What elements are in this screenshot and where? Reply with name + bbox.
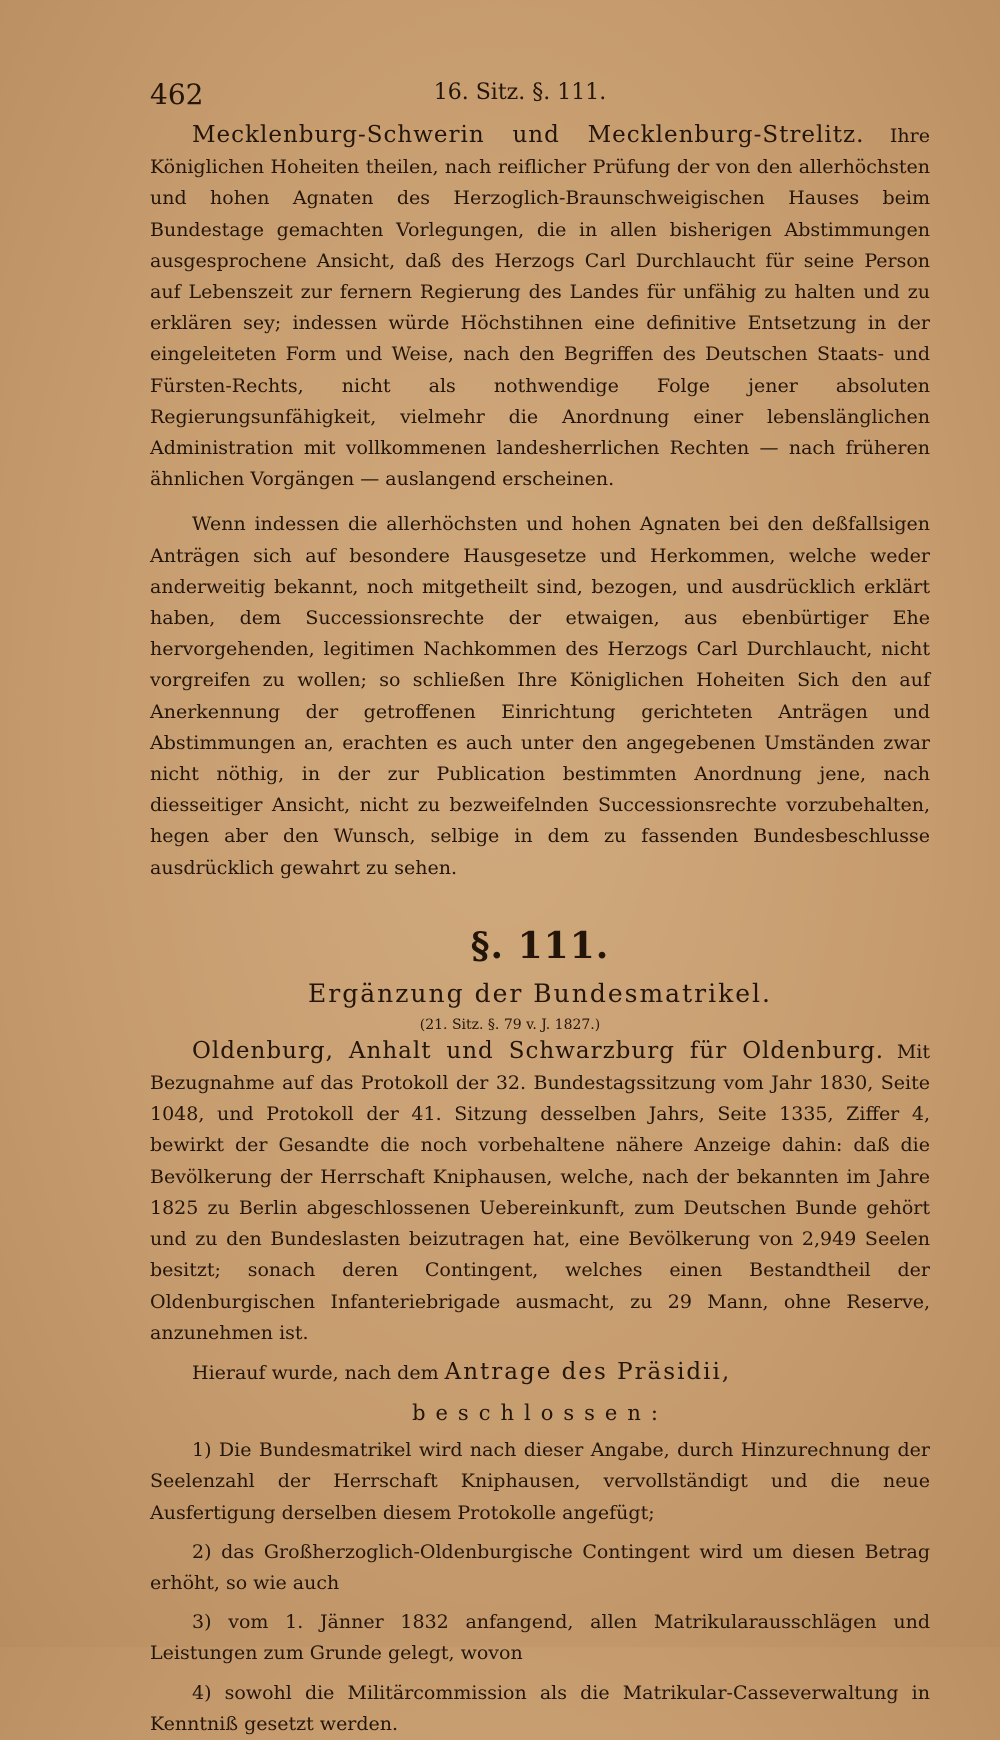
page-number: 462 bbox=[150, 78, 204, 111]
resolution-item: 2) das Großherzoglich-Oldenburgische Contingent wird um diesen Betrag erhöht, so wie auch bbox=[150, 1540, 930, 1594]
paragraph-text: Mit Bezugnahme auf das Protokoll der 32. Bundestagssitzung vom Jahr 1830, Seite 1048, und Protokoll der 41. Sitzung desselben Jahrs, Seite 1335, Ziffer 4, bewirkt der Gesandte die noch vorbehaltene nähere Anzeige dahin: daß die Bevölkerung der Herrschaft Kniphausen, welche, nach der bekannten im Jahre 1825 zu Berlin abgeschlossenen Uebereinkunft, zum Deutschen Bunde gehört und zu den Bundeslasten beizutragen hat, eine Bevölkerung von 2,949 Seelen besitzt; sonach deren Contingent, welches einen Bestandtheil der Oldenburgischen Infanteriebrigade ausmacht, zu 29 Mann, ohne Reserve, anzunehmen ist. bbox=[150, 1040, 930, 1344]
resolution-heading: beschlossen: bbox=[412, 1401, 668, 1426]
paragraph-lead: Mecklenburg-Schwerin und Mecklenburg-Strelitz. bbox=[192, 122, 865, 148]
paragraph-lead: Oldenburg, Anhalt und Schwarzburg für Oldenburg. bbox=[192, 1037, 885, 1064]
resolution-item: 4) sowohl die Militärcommission als die Matrikular-Casseverwaltung in Kenntniß gesetzt werden. bbox=[150, 1681, 930, 1735]
paragraph-agnaten bbox=[150, 509, 930, 883]
paragraph-mecklenburg bbox=[150, 120, 930, 495]
running-title: 16. Sitz. §. 111. bbox=[433, 80, 607, 105]
page-header bbox=[150, 78, 930, 118]
section-title: §. 111. bbox=[470, 924, 610, 967]
paragraph-text: Hierauf wurde, nach dem bbox=[192, 1361, 445, 1384]
resolution-item: 3) vom 1. Jänner 1832 anfangend, allen Matrikularausschlägen und Leistungen zum Grunde gelegt, wovon bbox=[150, 1611, 930, 1665]
spaced-text: Antrage des Präsidii, bbox=[444, 1358, 732, 1385]
paragraph-text: Wenn indessen die allerhöchsten und hohen Agnaten bei den deßfallsigen Anträgen sich auf besondere Hausgesetze und Herkommen, welche weder anderweitig bekannt, noch mitgetheilt sind, bezogen, und ausdrücklich erklärt haben, dem Successionsrechte der etwaigen, aus ebenbürtiger Ehe hervorgehenden, legitimen Nachkommen des Herzogs Carl Durchlaucht, nicht vorgreifen zu wollen; so schließen Ihre Königlichen Hoheiten Sich den auf Anerkennung der getroffenen Einrichtung gerichteten Anträgen und Abstimmungen an, erachten es auch unter den angegebenen Umständen zwar nicht nöthig, in der zur Publication bestimmten Anordnung jene, nach diesseitiger Ansicht, nicht zu bezweifelnden Successionsrechte vorzubehalten, hegen aber den Wunsch, selbige in dem zu fassenden Bundesbeschlusse ausdrücklich gewahrt zu sehen. bbox=[150, 513, 930, 879]
section-reference: (21. Sitz. §. 79 v. J. 1827.) bbox=[419, 1016, 601, 1033]
section-subtitle: Ergänzung der Bundesmatrikel. bbox=[308, 978, 772, 1008]
resolution-item: 1) Die Bundesmatrikel wird nach dieser Angabe, durch Hinzurechnung der Seelenzahl der Herrschaft Kniphausen, vervollständigt und die neue Ausfertigung derselben diesem Protokolle angefügt; bbox=[150, 1439, 930, 1524]
paragraph-antrag bbox=[150, 1357, 930, 1389]
text-body bbox=[150, 120, 930, 1740]
paragraph-text: Ihre Königlichen Hoheiten theilen, nach reiflicher Prüfung der von den allerhöchsten und hohen Agnaten des Herzoglich-Braunschweigischen Hauses beim Bundestage gemachten Vorlegungen, die in allen bisherigen Abstimmungen ausgesprochene Ansicht, daß des Herzogs Carl Durchlaucht für seine Person auf Lebenszeit zur fernern Regierung des Landes für unfähig zu halten und zu erklären sey; indessen würde Höchstihnen eine definitive Entsetzung in der eingeleiteten Form und Weise, nach den Begriffen des Deutschen Staats- und Fürsten-Rechts, nicht als nothwendige Folge jener absoluten Regierungsunfähigkeit, vielmehr die Anordnung einer lebenslänglichen Administration mit vollkommenen landesherrlichen Rechten — nach früheren ähnlichen Vorgängen — auslangend erscheinen. bbox=[150, 125, 930, 491]
paragraph-oldenburg bbox=[150, 1036, 930, 1349]
